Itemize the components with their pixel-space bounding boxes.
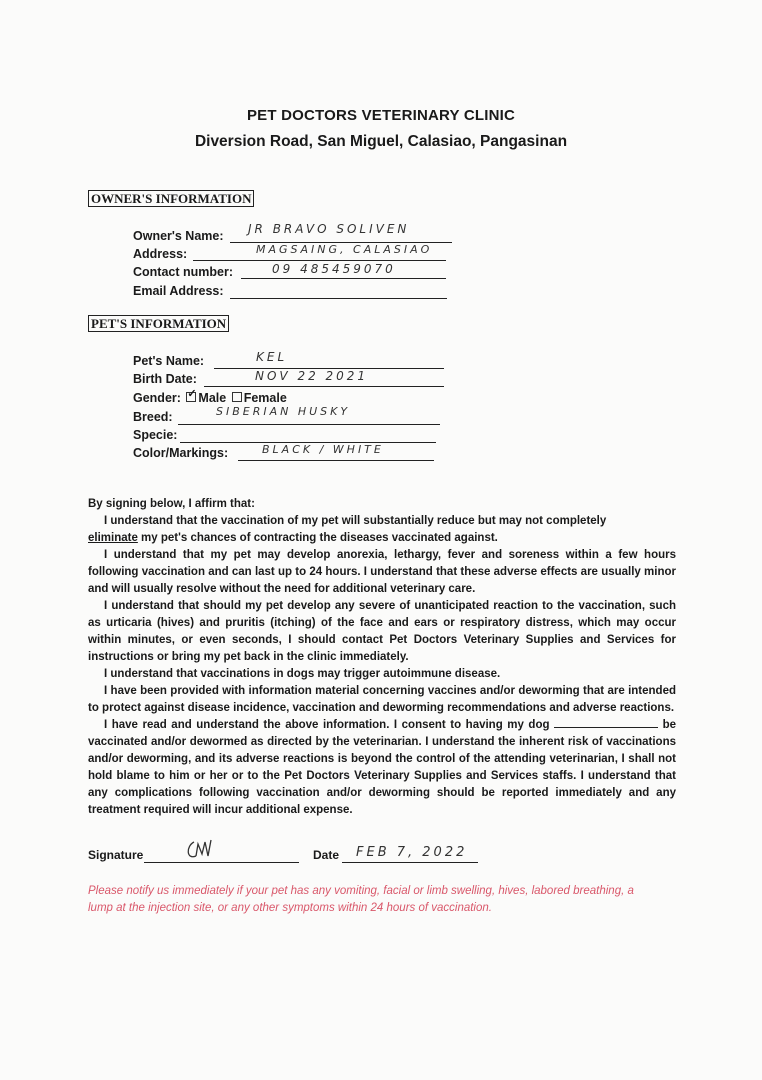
clinic-address: Diversion Road, San Miguel, Calasiao, Pangasinan: [194, 133, 568, 150]
email-label: Email Address:: [133, 284, 224, 298]
male-label: Male: [198, 391, 227, 405]
specie-row: [133, 428, 177, 442]
vaccination-notice: Please notify us immediately if your pet has any vomiting, facial or limb swelling, hives, labored breathing, a lump at the injection site, or any other symptoms within 24 hours of vaccination.: [88, 885, 634, 914]
owner-section-heading: OWNER'S INFORMATION: [88, 190, 254, 207]
breed-label: Breed:: [133, 410, 173, 424]
specie-field[interactable]: [180, 426, 436, 443]
pet-name-value: KEL: [256, 350, 288, 364]
check-mark-icon: ✓: [187, 388, 197, 400]
contact-label: Contact number:: [133, 265, 233, 279]
signature-label: Signature: [88, 848, 144, 862]
birth-date-value: NOV 22 2021: [255, 369, 369, 383]
breed-row: [133, 410, 173, 424]
owner-address-label: Address:: [133, 247, 188, 261]
date-value: FEB 7, 2022: [356, 845, 468, 860]
owner-address-row: [133, 247, 187, 261]
contact-row: [133, 265, 233, 279]
affirmation-paragraph-5: I have been provided with information material concerning vaccines and/or deworming that are intended to protect against disease incidence, vaccination and deworming recommendations and adverse reactions.: [88, 685, 676, 714]
female-label: Female: [243, 391, 287, 405]
owner-address-value: MAGSAING, CALASIAO: [256, 243, 433, 256]
affirmation-paragraph-1: [88, 513, 676, 547]
specie-label: Specie:: [133, 428, 178, 442]
female-checkbox[interactable]: [232, 392, 242, 402]
gender-label: Gender:: [133, 391, 181, 405]
clinic-name: PET DOCTORS VETERINARY CLINIC: [246, 107, 516, 124]
owner-name-row: [133, 229, 224, 243]
gender-row: [133, 388, 287, 405]
email-row: [133, 284, 224, 298]
male-checkbox[interactable]: [186, 388, 197, 402]
dog-name-field[interactable]: [554, 717, 658, 728]
color-row: [133, 446, 228, 460]
affirmation-paragraph-4: I understand that vaccinations in dogs may trigger autoimmune disease.: [104, 668, 501, 680]
pet-name-label: Pet's Name:: [133, 354, 205, 368]
affirmation-paragraph-6: [88, 717, 676, 819]
breed-value: SIBERIAN HUSKY: [216, 405, 351, 418]
owner-name-label: Owner's Name:: [133, 229, 224, 243]
signature-scribble-icon: [184, 834, 224, 864]
owner-name-value: JR BRAVO SOLIVEN: [248, 222, 410, 236]
eliminate-underlined: eliminate: [88, 532, 138, 544]
pet-name-row: [133, 354, 204, 368]
affirmation-p1-text: I understand that the vaccination of my pet will substantially reduce but may not completely: [104, 515, 607, 527]
affirmation-text: [88, 496, 676, 819]
consent-text: I have read and understand the above information. I consent to having my dog: [104, 719, 550, 731]
affirmation-paragraph-2: I understand that my pet may develop anorexia, lethargy, fever and soreness within a few hours following vaccination and can last up to 24 hours. I understand that these adverse effects are usually minor and will usually resolve without the need for additional veterinary care.: [88, 549, 676, 595]
date-label: Date: [313, 848, 340, 862]
affirmation-paragraph-3: I understand that should my pet develop any severe of unanticipated reaction to the vaccination, such as urticaria (hives) and pruritis (itching) of the face and ears or respiratory distress, which may occur within minutes, or even seconds, I should contact Pet Doctors Veterinary Supplies and Services for instructions or bring my pet back in the clinic immediately.: [88, 600, 676, 663]
pet-name-field[interactable]: [214, 352, 444, 369]
color-value: BLACK / WHITE: [262, 443, 384, 456]
consent-text-rest: be vaccinated and/or dewormed as directed by the veterinarian. I understand the inherent risk of vaccinations and/or deworming, and its adverse reactions is beyond the control of the attending veterinarian, I shall not hold blame to him or her or to the Pet Doctors Veterinary Supplies and Services staffs. I understand that any complications following vaccination and/or deworming should be reported immediately and any treatment required will incur additional expense.: [88, 719, 677, 816]
affirmation-intro: By signing below, I affirm that:: [88, 498, 255, 510]
birth-date-row: [133, 372, 197, 386]
color-label: Color/Markings:: [133, 446, 229, 460]
pet-section-heading: PET'S INFORMATION: [88, 315, 229, 332]
affirmation-p1-rest: my pet's chances of contracting the diseases vaccinated against.: [137, 532, 498, 544]
contact-value: 09 485459070: [272, 262, 396, 276]
birth-date-label: Birth Date:: [133, 372, 197, 386]
email-field[interactable]: [230, 282, 447, 299]
